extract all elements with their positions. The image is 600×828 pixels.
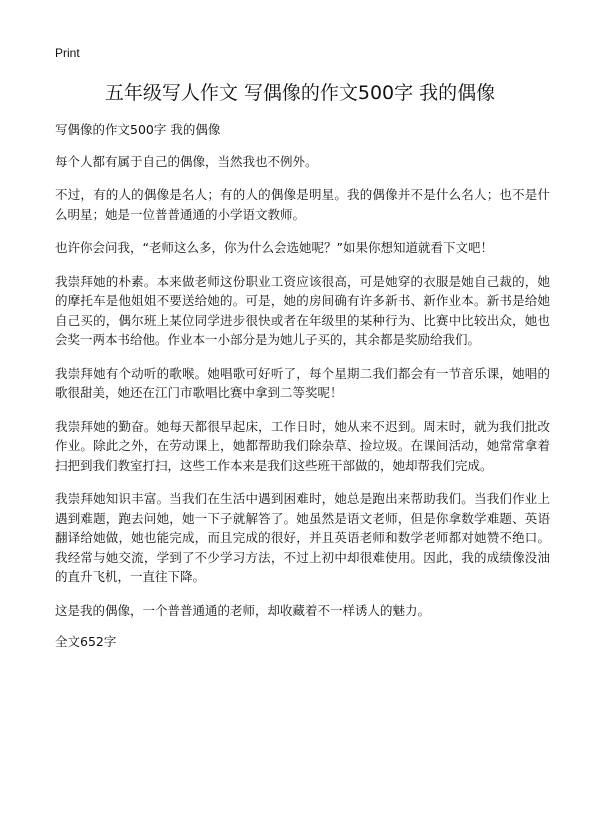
word-count: 全文652字 bbox=[55, 634, 117, 649]
article-subtitle: 写偶像的作文500字 我的偶像 bbox=[55, 122, 221, 137]
paragraph: 我崇拜她的朴素。本来做老师这份职业工资应该很高，可是她穿的衣服是她自己裁的，她的摩托车是他姐姐不要送给她的。可是，她的房间确有许多新书、新作业本。新书是给她自己买的，偶尔班上某位同学进步很快或者在年级里的某种行为、比赛中比较出众，她也会奖一两本书给他。作业本一小部分是为她儿子买的，其余都是奖励给我们。 bbox=[55, 273, 550, 347]
article-title: 五年级写人作文 写偶像的作文500字 我的偶像 bbox=[104, 82, 496, 104]
print-link[interactable]: Print bbox=[55, 46, 80, 60]
paragraph: 也许你会问我，“老师这么多，你为什么会选她呢？”如果你想知道就看下文吧！ bbox=[55, 240, 493, 255]
paragraph: 我崇拜她的勤奋。她每天都很早起床，工作日时，她从来不迟到。周末时，就为我们批改作业。除此之外，在劳动课上，她都帮助我们除杂草、捡垃圾。在课间活动，她常常拿着扫把到我们教室打扫，这些工作本来是我们这些班干部做的，她却帮我们完成。 bbox=[55, 418, 550, 473]
paragraph: 我崇拜她有个动听的歌喉。她唱歌可好听了，每个星期二我们都会有一节音乐课，她唱的歌很甜美，她还在江门市歌唱比赛中拿到二等奖呢！ bbox=[55, 365, 550, 400]
article-body bbox=[55, 120, 550, 666]
paragraph: 不过，有的人的偶像是名人；有的人的偶像是明星。我的偶像并不是什么名人；也不是什么明星；她是一位普普通通的小学语文教师。 bbox=[55, 187, 550, 222]
paragraph: 这是我的偶像，一个普普通通的老师，却收藏着不一样诱人的魅力。 bbox=[55, 602, 431, 618]
paragraph: 每个人都有属于自己的偶像，当然我也不例外。 bbox=[55, 153, 318, 169]
paragraph: 我崇拜她知识丰富。当我们在生活中遇到困难时，她总是跑出来帮助我们。当我们作业上遇到难题，跑去问她，她一下子就解答了。她虽然是语文老师，但是你拿数学难题、英语翻译给她做，她也能完成，而且完成的很好，并且英语老师和数学老师都对她赞不绝口。我经常与她交流，学到了不少学习方法，不过上初中却很难使用。因此，我的成绩像没油的直升飞机，一直往下降。 bbox=[55, 491, 550, 584]
